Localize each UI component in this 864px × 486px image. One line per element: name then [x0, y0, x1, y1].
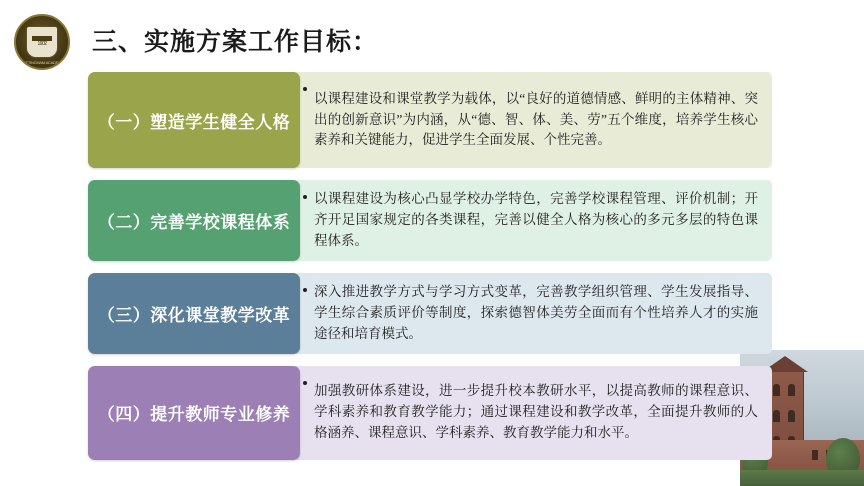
bullet-icon	[303, 381, 307, 385]
tower-window	[788, 384, 795, 396]
goal-label-4[interactable]: （四）提升教师专业修养	[88, 366, 300, 460]
goal-body-1	[292, 72, 772, 168]
goal-text-1: 以课程建设和课堂教学为载体，以“良好的道德情感、鲜明的主体精神、突出的创新意识”为内涵，从“德、智、体、美、劳”五个维度，培养学生核心素养和关键能力，促进学生全面发展、个性完善。	[314, 90, 758, 148]
goal-row	[88, 72, 772, 168]
goal-label-1[interactable]: （一）塑造学生健全人格	[88, 72, 300, 168]
tower-window	[788, 410, 795, 422]
goal-body-2	[292, 180, 772, 261]
goal-row	[88, 273, 772, 354]
goal-text-2: 以课程建设为核心凸显学校办学特色，完善学校课程管理、评价机制；开齐开足国家规定的各类课程，完善以健全人格为核心的多元多层的特色课程体系。	[314, 191, 758, 248]
building-window	[812, 450, 818, 460]
tower-window	[773, 410, 780, 422]
goal-body-4	[292, 366, 772, 460]
goal-list	[88, 72, 772, 472]
goal-label-2[interactable]: （二）完善学校课程体系	[88, 180, 300, 261]
emblem-motto: NOTTINGHAM ACADEMY	[20, 60, 64, 65]
goal-text-3: 深入推进教学方式与学习方式变革，完善教学组织管理、学生发展指导、学生综合素质评价等制度，探索德智体美劳全面而有个性培养人才的实施途径和培育模式。	[314, 283, 758, 341]
page-title: 三、实施方案工作目标：	[92, 29, 379, 56]
bullet-icon	[303, 87, 307, 91]
emblem-crest-year: 1902	[37, 41, 47, 48]
goal-body-3	[292, 273, 772, 354]
goal-row	[88, 366, 772, 460]
bullet-icon	[303, 288, 307, 292]
goal-row	[88, 180, 772, 261]
tower-window	[773, 384, 780, 396]
bullet-icon	[303, 195, 307, 199]
school-emblem-logo	[14, 14, 70, 70]
emblem-crest	[26, 26, 58, 58]
photo-lawn	[740, 470, 864, 486]
goal-text-4: 加强教研体系建设，进一步提升校本教研水平，以提高教师的课程意识、学科素养和教育教学能力；通过课程建设和教学改革，全面提升教师的人格涵养、课程意识、学科素养、教育教学能力和水平。	[314, 383, 758, 440]
goal-label-3[interactable]: （三）深化课堂教学改革	[88, 273, 300, 354]
